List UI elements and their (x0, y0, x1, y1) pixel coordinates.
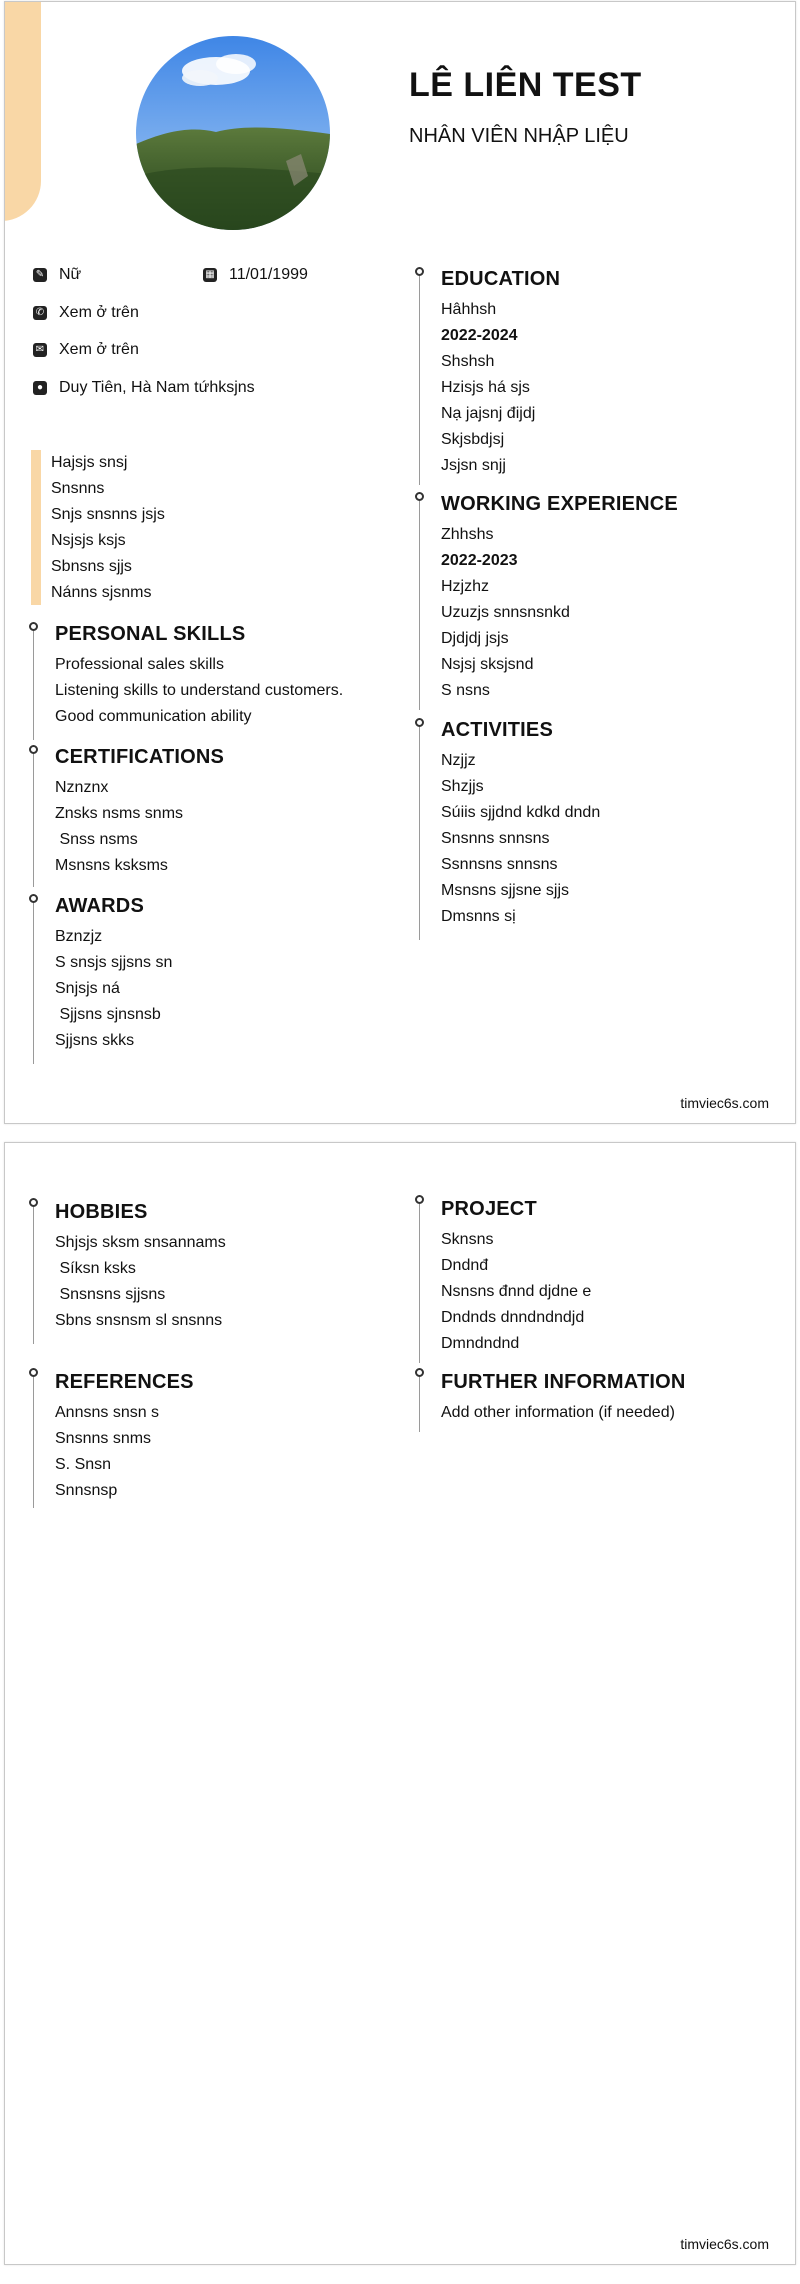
timeline-line (419, 727, 420, 940)
timeline-dot (29, 745, 38, 754)
timeline-line (419, 1204, 420, 1363)
section-title: PROJECT (441, 1198, 537, 1220)
list-item: Síksn ksks (55, 1260, 136, 1277)
birthday-value: 11/01/1999 (229, 266, 308, 283)
section-personal-skills (5, 622, 385, 740)
list-item: Shzjjs (441, 778, 484, 795)
list-item: Dndnds dnndndndjd (441, 1309, 585, 1326)
gender-row (33, 266, 81, 284)
section-body (441, 1227, 591, 1357)
section-project (391, 1195, 781, 1363)
list-item: Snsnsns sjjsns (55, 1286, 166, 1303)
list-item: Skjsbdjsj (441, 431, 505, 448)
list-item: Snsnns snnsns (441, 830, 550, 847)
footer-site-link[interactable]: timviec6s.com (680, 1095, 769, 1111)
profile-photo (136, 36, 330, 230)
pen-icon: ✎ (33, 268, 47, 282)
gender-value: Nữ (59, 266, 82, 283)
list-item: S. Snsn (55, 1456, 112, 1473)
timeline-line (419, 501, 420, 710)
list-item: Add other information (if needed) (441, 1404, 675, 1421)
section-title: FURTHER INFORMATION (441, 1371, 686, 1393)
section-working-experience (391, 492, 781, 710)
highlight-line: Snsnns (51, 480, 105, 497)
highlight-line: Hajsjs snsj (51, 454, 128, 471)
list-item: Msnsns ksksms (55, 857, 168, 874)
footer-site-link[interactable]: timviec6s.com (680, 2236, 769, 2252)
list-item: Sjjsns sjnsnsb (55, 1006, 161, 1023)
section-title: PERSONAL SKILLS (55, 623, 246, 645)
candidate-name: LÊ LIÊN TEST (409, 66, 642, 104)
highlight-line: Nsjsjs ksjs (51, 532, 126, 549)
list-item: Snjsjs ná (55, 980, 120, 997)
location-pin-icon: ● (33, 381, 47, 395)
section-certifications (5, 745, 385, 887)
section-title: CERTIFICATIONS (55, 746, 225, 768)
list-item: Annsns snsn s (55, 1404, 160, 1421)
address-row (33, 379, 255, 397)
list-item: Snss nsms (55, 831, 138, 848)
phone-value: Xem ở trên (59, 304, 139, 321)
list-item: Dmndndnd (441, 1335, 520, 1352)
list-item: Bznzjz (55, 928, 103, 945)
list-item: Listening skills to understand customers. (55, 682, 344, 699)
highlight-line: Sbnsns sjjs (51, 558, 132, 575)
list-item: Nzjjz (441, 752, 476, 769)
section-further-information (391, 1368, 781, 1432)
timeline-line (33, 1377, 34, 1508)
section-body (55, 775, 183, 879)
section-title: HOBBIES (55, 1201, 148, 1223)
list-item: Shjsjs sksm snsannams (55, 1234, 226, 1251)
email-row (33, 341, 139, 359)
timeline-dot (29, 894, 38, 903)
mail-icon: ✉ (33, 343, 47, 357)
section-body (55, 652, 343, 730)
list-item: Dndnđ (441, 1257, 489, 1274)
section-body (441, 1400, 675, 1426)
timeline-dot (29, 622, 38, 631)
timeline-dot (29, 1198, 38, 1207)
timeline-dot (415, 267, 424, 276)
timeline-line (33, 754, 34, 887)
timeline-dot (415, 492, 424, 501)
list-item: Good communication ability (55, 708, 252, 725)
timeline-dot (415, 1195, 424, 1204)
job-title: NHÂN VIÊN NHẬP LIỆU (409, 125, 629, 147)
timeline-line (33, 1207, 34, 1344)
phone-row (33, 304, 139, 322)
list-item-date: 2022-2023 (441, 552, 518, 569)
list-item: Jsjsn snjj (441, 457, 506, 474)
section-body (55, 1230, 226, 1334)
section-activities (391, 718, 781, 940)
list-item: Shshsh (441, 353, 495, 370)
highlight-line: Nánns sjsnms (51, 584, 152, 601)
list-item: Snnsnsp (55, 1482, 118, 1499)
list-item: Nạ jajsnj đijdj (441, 405, 536, 422)
section-body (55, 924, 172, 1054)
section-awards (5, 894, 385, 1064)
timeline-line (33, 903, 34, 1064)
list-item: Hzisjs há sjs (441, 379, 530, 396)
list-item: Ssnnsns snnsns (441, 856, 558, 873)
list-item: Nsnsns đnnd djdne e (441, 1283, 592, 1300)
timeline-dot (415, 1368, 424, 1377)
section-title: EDUCATION (441, 268, 561, 290)
section-body (441, 748, 600, 930)
list-item: Hâhhsh (441, 301, 497, 318)
highlight-line: Snjs snsnns jsjs (51, 506, 165, 523)
summary-highlight-block (31, 450, 271, 605)
corner-accent-decoration (4, 1, 41, 221)
address-value: Duy Tiên, Hà Nam tứhksjns (59, 379, 255, 396)
timeline-line (419, 1377, 420, 1432)
email-value: Xem ở trên (59, 341, 139, 358)
list-item: Znsks nsms snms (55, 805, 184, 822)
phone-icon: ✆ (33, 306, 47, 320)
cv-page-2 (4, 1142, 796, 2265)
section-title: ACTIVITIES (441, 719, 554, 741)
section-body (441, 297, 535, 479)
list-item: Djdjdj jsjs (441, 630, 509, 647)
section-body (55, 1400, 159, 1504)
list-item: Professional sales skills (55, 656, 224, 673)
birthday-row (203, 266, 308, 284)
list-item: Súiis sjjdnd kdkd dndn (441, 804, 601, 821)
list-item: S nsns (441, 682, 490, 699)
list-item: Sbns snsnsm sl snsnns (55, 1312, 223, 1329)
list-item: Nznznx (55, 779, 109, 796)
list-item: Dmsnns sị (441, 908, 516, 925)
section-title: WORKING EXPERIENCE (441, 493, 678, 515)
section-hobbies (5, 1198, 385, 1344)
section-title: REFERENCES (55, 1371, 194, 1393)
section-title: AWARDS (55, 895, 144, 917)
list-item: Sjjsns skks (55, 1032, 135, 1049)
calendar-icon: ▦ (203, 268, 217, 282)
list-item: Hzjzhz (441, 578, 490, 595)
timeline-line (33, 631, 34, 740)
list-item: Msnsns sjjsne sjjs (441, 882, 570, 899)
timeline-dot (29, 1368, 38, 1377)
list-item-date: 2022-2024 (441, 327, 518, 344)
list-item: Sknsns (441, 1231, 494, 1248)
list-item: Zhhshs (441, 526, 494, 543)
cv-page-1 (4, 1, 796, 1124)
list-item: Snsnns snms (55, 1430, 152, 1447)
section-education (391, 267, 781, 485)
list-item: Nsjsj sksjsnd (441, 656, 534, 673)
list-item: Uzuzjs snnsnsnkd (441, 604, 570, 621)
section-body (441, 522, 570, 704)
timeline-line (419, 276, 420, 485)
timeline-dot (415, 718, 424, 727)
section-references (5, 1368, 385, 1508)
list-item: S snsjs sjjsns sn (55, 954, 173, 971)
